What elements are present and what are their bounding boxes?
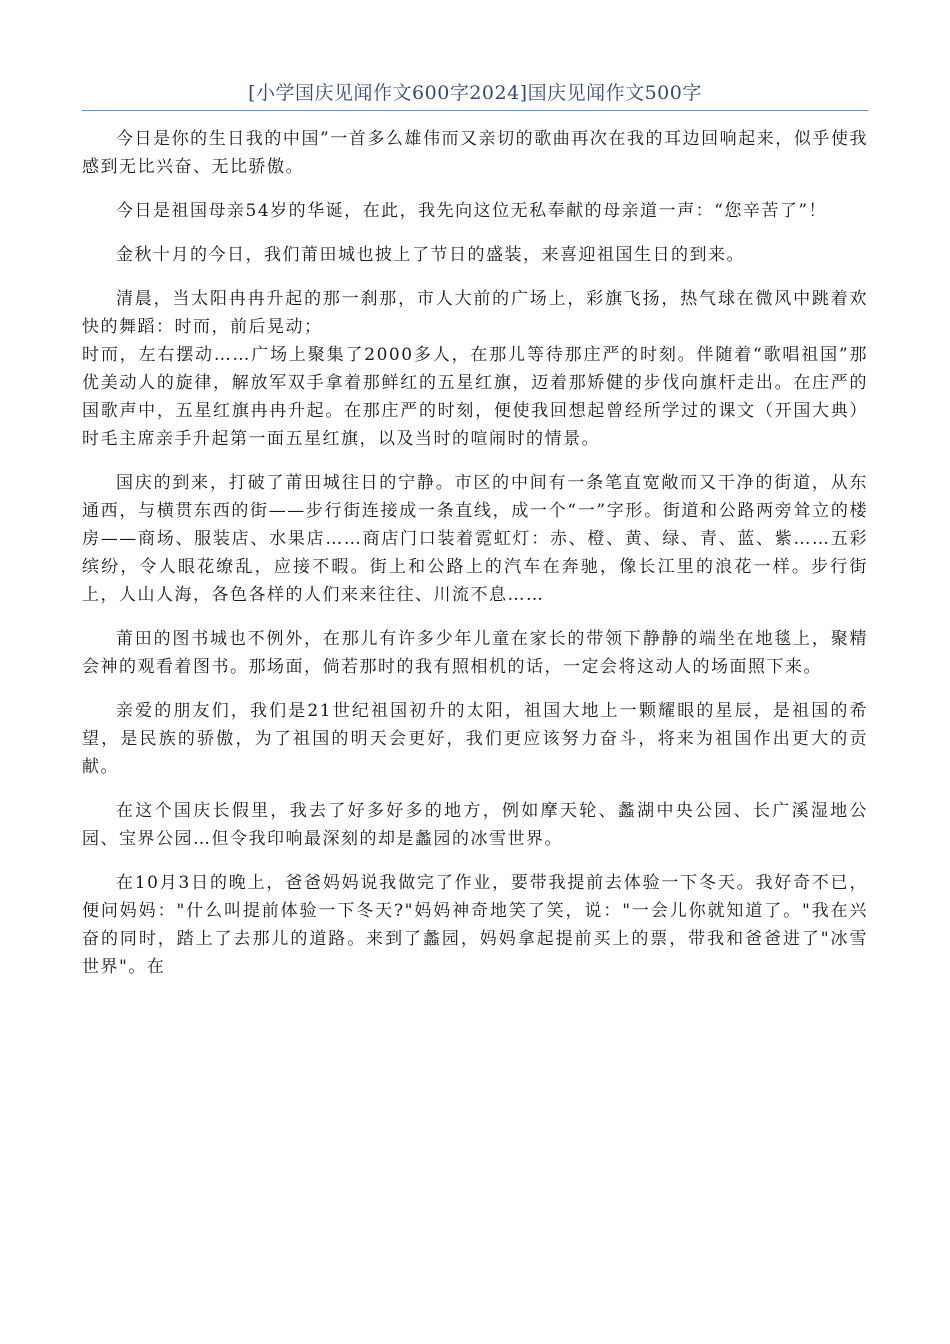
- paragraph: 莆田的图书城也不例外，在那儿有许多少年儿童在家长的带领下静静的端坐在地毯上，聚精会神的观看着图书。那场面，倘若那时的我有照相机的话，一定会将这动人的场面照下来。: [82, 629, 868, 677]
- paragraph: 亲爱的朋友们，我们是21世纪祖国初升的太阳，祖国大地上一颗耀眼的星辰，是祖国的希望，是民族的骄傲，为了祖国的明天会更好，我们更应该努力奋斗，将来为祖国作出更大的贡献。: [82, 701, 868, 777]
- paragraph: 金秋十月的今日，我们莆田城也披上了节日的盛装，来喜迎祖国生日的到来。: [116, 245, 745, 265]
- paragraph: 清晨，当太阳冉冉升起的那一刹那，市人大前的广场上，彩旗飞扬，热气球在微风中跳着欢快的舞蹈：时而，前后晃动；: [82, 289, 868, 337]
- paragraph: 今日是你的生日我的中国”一首多么雄伟而又亲切的歌曲再次在我的耳边回响起来，似乎使我感到无比兴奋、无比骄傲。: [82, 129, 868, 177]
- paragraph: 在这个国庆长假里，我去了好多好多的地方，例如摩天轮、蠡湖中央公园、长广溪湿地公园、宝界公园…但令我印响最深刻的却是蠡园的冰雪世界。: [82, 801, 868, 849]
- paragraph: 在10月3日的晚上，爸爸妈妈说我做完了作业，要带我提前去体验一下冬天。我好奇不已，便问妈妈："什么叫提前体验一下冬天?"妈妈神奇地笑了笑，说："一会儿你就知道了。"我在兴奋的同时，踏上了去那儿的道路。来到了蠡园，妈妈拿起提前买上的票，带我和爸爸进了"冰雪世界"。在: [82, 873, 868, 977]
- paragraph: 国庆的到来，打破了莆田城往日的宁静。市区的中间有一条笔直宽敞而又干净的街道，从东通西，与横贯东西的街——步行街连接成一条直线，成一个“一”字形。街道和公路两旁耸立的楼房——商场、服装店、水果店……商店门口装着霓虹灯：赤、橙、黄、绿、青、蓝、紫……五彩缤纷，令人眼花缭乱，应接不暇。街上和公路上的汽车在奔驰，像长江里的浪花一样。步行街上，人山人海，各色各样的人们来来往往、川流不息……: [82, 473, 868, 605]
- paragraph-continuation: 时而，左右摆动……广场上聚集了2000多人，在那儿等待那庄严的时刻。伴随着“歌唱祖国”那优美动人的旋律，解放军双手拿着那鲜红的五星红旗，迈着那矫健的步伐向旗杆走出。在庄严的国歌声中，五星红旗冉冉升起。在那庄严的时刻，便使我回想起曾经所学过的课文（开国大典）时毛主席亲手升起第一面五星红旗，以及当时的喧闹时的情景。: [82, 345, 868, 449]
- document-title: [小学国庆见闻作文600字2024]国庆见闻作文500字: [82, 78, 868, 111]
- paragraph: 今日是祖国母亲54岁的华诞，在此，我先向这位无私奉献的母亲道一声：“您辛苦了”！: [116, 201, 828, 221]
- document-page: [82, 78, 868, 997]
